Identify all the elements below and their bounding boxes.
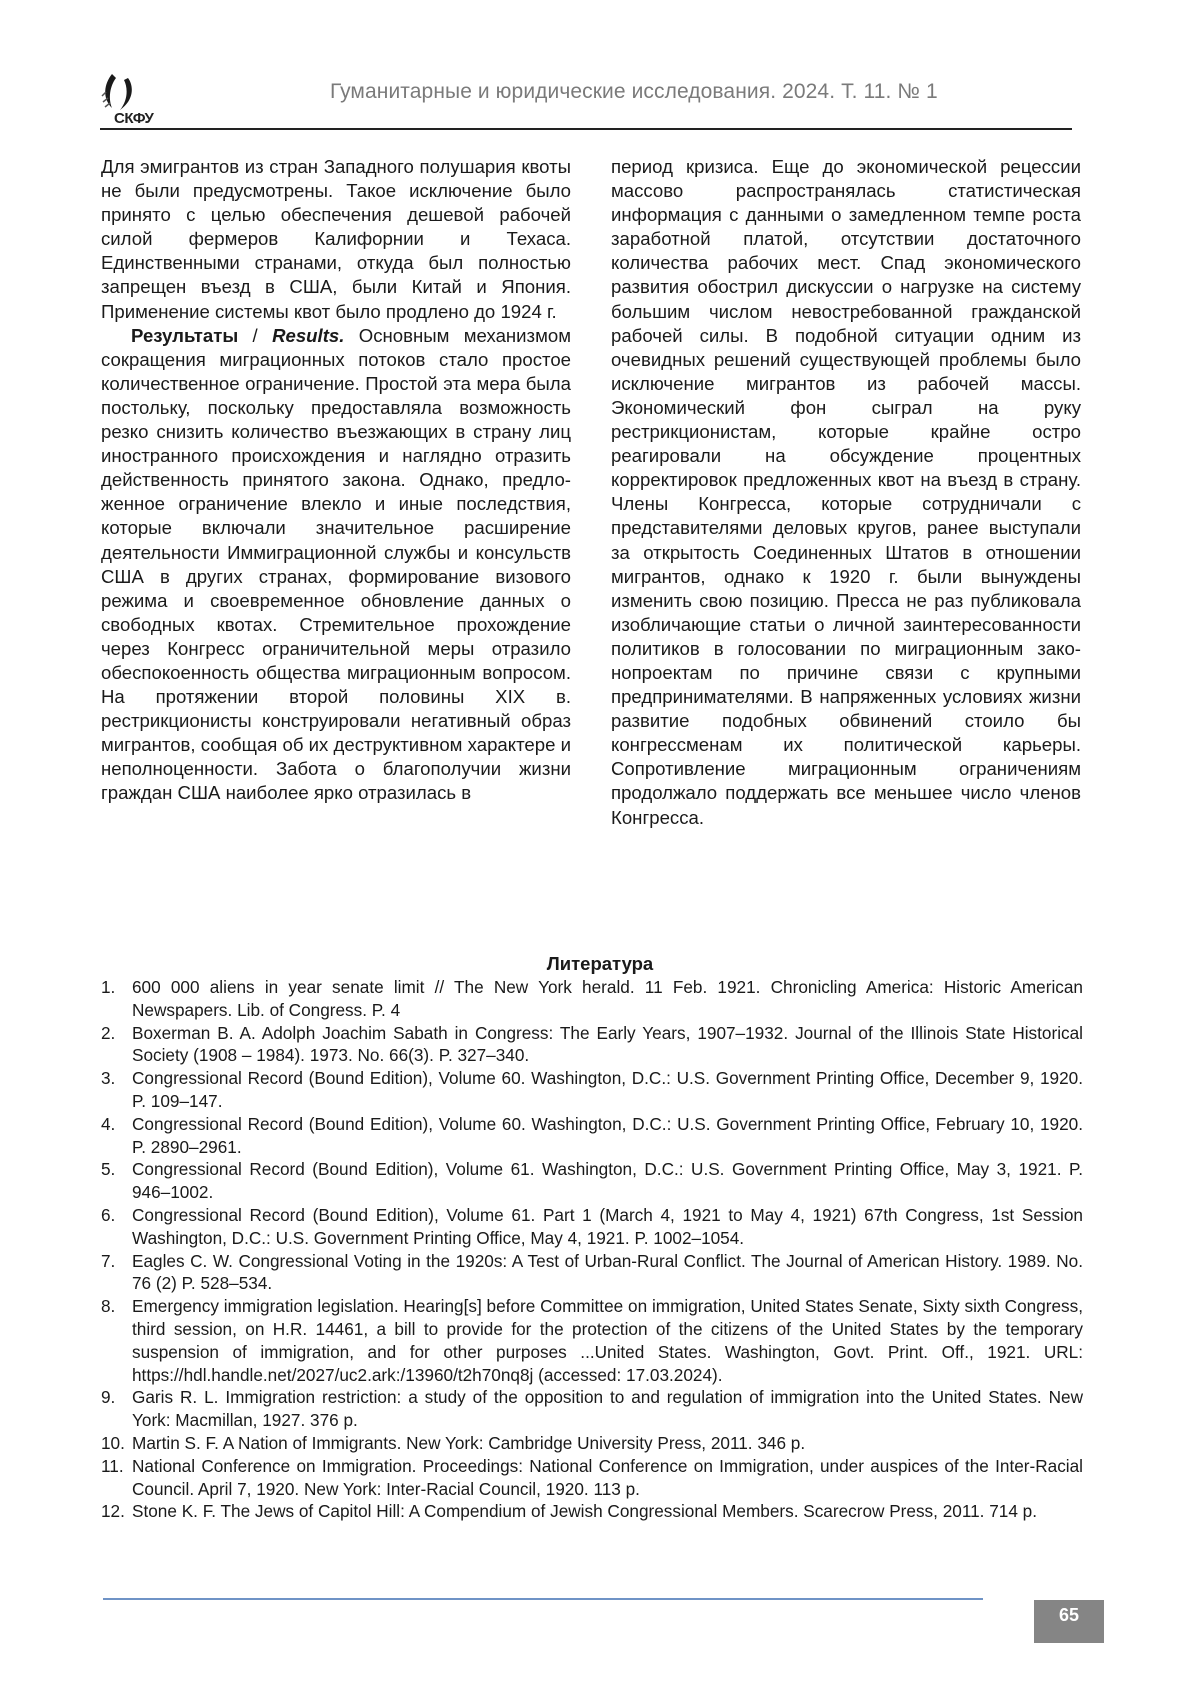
reference-item: [101, 1432, 1083, 1455]
reference-text: 600 000 aliens in year senate limit // The New York herald. 11 Feb. 1921. Chronicling America: Historic American Newspapers. Lib. of Congress. P. 4: [132, 977, 1083, 1020]
reference-text: Congressional Record (Bound Edition), Volume 61. Part 1 (March 4, 1921 to May 4, 1921) 67th Congress, 1st Session Washington, D.C.: U.S. Government Printing Office, May 4, 1921. P. 1002–1054.: [132, 1204, 1083, 1248]
reference-item: [101, 1022, 1083, 1068]
reference-number: 10.: [101, 1432, 125, 1453]
reference-item: [101, 1158, 1083, 1204]
references-title: Литература: [546, 953, 654, 974]
reference-number: 3.: [101, 1068, 116, 1089]
reference-text: Stone K. F. The Jews of Capitol Hill: A Compendium of Jewish Congressional Members. Scarecrow Press, 2011. 714 p.: [132, 1501, 1037, 1522]
page-number: 65: [1034, 1600, 1104, 1643]
reference-item: [101, 1067, 1083, 1113]
journal-title: Гуманитарные и юридические исследования. 2024. Т. 11. № 1: [330, 80, 938, 103]
reference-number: 4.: [101, 1113, 116, 1134]
reference-item: [101, 1386, 1083, 1432]
reference-text: Eagles C. W. Congressional Voting in the 1920s: A Test of Urban-Rural Conflict. The Journal of American History. 1989. No. 76 (2) P. 528–534.: [132, 1250, 1083, 1294]
university-logo: [100, 72, 190, 132]
results-separator: /: [238, 324, 273, 346]
reference-text: Martin S. F. A Nation of Immigrants. New York: Cambridge University Press, 2011. 346 p.: [132, 1432, 806, 1453]
reference-item: [101, 1113, 1083, 1159]
header-divider: [100, 128, 1072, 130]
reference-item: [101, 1295, 1083, 1386]
reference-number: 1.: [101, 977, 116, 997]
reference-item: [101, 1204, 1083, 1250]
reference-number: 5.: [101, 1159, 116, 1180]
reference-text: Congressional Record (Bound Edition), Volume 61. Washington, D.C.: U.S. Government Printing Office, May 3, 1921. P. 946–1002.: [132, 1159, 1083, 1203]
results-heading-en: Results.: [272, 324, 345, 346]
footer-divider: [103, 1598, 983, 1600]
reference-text: Garis R. L. Immigration restriction: a study of the opposition to and regulation of immigration into the United States. New York: Macmillan, 1927. 376 p.: [132, 1387, 1083, 1431]
reference-number: 7.: [101, 1250, 116, 1271]
reference-item: [101, 976, 1083, 1022]
reference-item: [101, 1250, 1083, 1296]
right-column: [611, 155, 1081, 830]
reference-number: 12.: [101, 1501, 125, 1522]
reference-text: Congressional Record (Bound Edition), Volume 60. Washington, D.C.: U.S. Government Printing Office, February 10, 1920. P. 2890–2961.: [132, 1113, 1083, 1157]
reference-text: Congressional Record (Bound Edition), Volume 60. Washington, D.C.: U.S. Government Printing Office, December 9, 1920. P. 109–147.: [132, 1068, 1083, 1111]
page-header: [100, 60, 1070, 130]
reference-item: [101, 1455, 1083, 1501]
reference-number: 11.: [101, 1455, 124, 1476]
reference-item: [101, 1500, 1083, 1523]
results-heading-ru: Результаты: [131, 324, 239, 346]
reference-text: Emergency immigration legislation. Hearing[s] before Committee on immigration, United States Senate, Sixty sixth Congress, third session, on H.R. 14461, a bill to provide for the protection of the citizens of the United States by the temporary suspension of immigration, and for other purposes ...United States. Washington, Govt. Print. Off., 1921. URL: https://hdl.handle.net/2027/uc2.ark:/13960/t2h70nq8j (accessed: 17.03.2024).: [132, 1296, 1083, 1385]
paragraph: Для эмигрантов из стран Западного полушария квоты не были предусмотрены. Такое исключение было принято с целью обеспечения дешевой рабочей силой фермеров Калифорнии и Техаса. Единственными странами, откуда был полностью запрещен въезд в США, были Китай и Япония. Применение системы квот было продлено до 1924 г.: [101, 156, 571, 322]
reference-text: National Conference on Immigration. Proceedings: National Conference on Immigration, under auspices of the Inter-Racial Council. April 7, 1920. New York: Inter-Racial Council, 1920. 113 p.: [132, 1455, 1083, 1499]
results-paragraph: [101, 324, 571, 806]
reference-number: 6.: [101, 1204, 116, 1225]
logo-text: СКФУ: [114, 110, 154, 127]
left-column: [101, 155, 571, 806]
reference-text: Boxerman B. A. Adolph Joachim Sabath in Congress: The Early Years, 1907–1932. Journal of the Illinois State Historical Society (1908 – 1984). 1973. No. 66(3). P. 327–340.: [132, 1022, 1083, 1066]
reference-number: 9.: [101, 1387, 116, 1408]
reference-number: 2.: [101, 1022, 116, 1043]
paragraph-text: Основным механизмом сокращения миграционных потоков стало простое количественное ограничение. Простой эта мера была постольку, поскольку предоставляла возможность резко снизить количество въезжающих в страну лиц иностранного происхождения и наглядно отразить действенность принятого закона. Однако, предложенное ограничение влекло и иные последствия, которые включали значительное расширение деятельности Иммиграционной службы и консульств США в других странах, формирование визового режима и своевременное обновление данных о свободных квотах. Стремительное прохождение через Конгресс ограничительной меры отразило обеспокоенность общества миграционным вопросом. На протяжении второй половины XIX в. рестрикционисты конструировали негативный образ мигрантов, сообщая об их деструктивном характере и неполноценности. Забота о благополучии жизни граждан США наиболее ярко отразилась в: [101, 324, 571, 804]
reference-number: 8.: [101, 1296, 116, 1317]
references-list: [101, 976, 1083, 1523]
paragraph: период кризиса. Еще до экономической рецессии массово распространялась статистическая информация с данными о замедленном темпе роста заработной платой, отсутствии достаточного количества рабочих мест. Спад экономического развития обострил дискуссии о нагрузке на систему большим числом невостребованной гражданской рабочей силы. В подобной ситуации одним из очевидных решений существующей проблемы было исключение мигрантов из рабочей массы. Экономический фон сыграл на руку рестрикционистам, которые крайне остро реагировали на обсуждение процентных корректировок предложенных квот на въезд в страну. Члены Конгресса, которые сотрудничали с представителями деловых кругов, ранее выступали за открытость Соединенных Штатов в отношении мигрантов, однако к 1920 г. были вынуждены изменить свою позицию. Пресса не раз публиковала изобличающие статьи о личной заинтересованности политиков в голосовании по миграционным законопроектам по причине связи с крупными предпринимателями. В напряженных условиях жизни развитие подобных обвинений стоило бы конгрессменам их политической карьеры. Сопротивление миграционным ограничениям продолжало поддержать все меньшее число членов Конгресса.: [611, 156, 1081, 828]
